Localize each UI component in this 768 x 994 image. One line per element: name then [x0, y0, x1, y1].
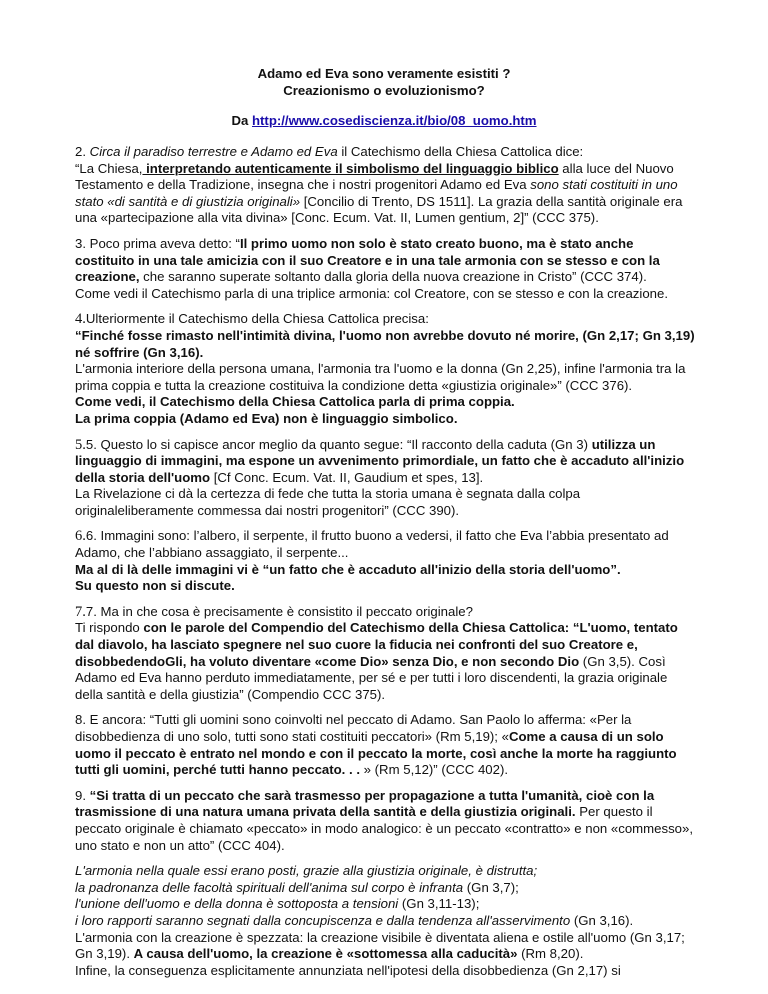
source-link[interactable]: http://www.cosediscienza.it/bio/08_uomo.htm — [251, 113, 537, 128]
document-title — [0, 66, 768, 99]
paragraph-4: 4.Ulteriormente il Catechismo della Chiesa Cattolica precisa: “Finché fosse rimasto nell'intimità divina, l'uomo non avrebbe dovuto né morire, (Gn 2,17; Gn 3,19) né soffrire (Gn 3,16). L'armonia interiore della persona umana, l'armonia tra l'uomo e la donna (Gn 2,25), infine l'armonia tra la prima coppia e tutta la creazione costituiva la condizione detta «giustizia originale»” (CCC 376). Come vedi, il Catechismo della Chiesa Cattolica parla di prima coppia. La prima coppia (Adamo ed Eva) non è linguaggio simbolico. — [75, 311, 695, 426]
document-body — [75, 144, 695, 988]
paragraph-7: 7.7. Ma in che cosa è precisamente è consistito il peccato originale? Ti rispondo con le parole del Compendio del Catechismo della Chiesa Cattolica: “L'uomo, tentato dal diavolo, ha lasciato spegnere nel suo cuore la fiducia nei confronti del suo Creatore e, disobbedendoGli, ha voluto diventare «come Dio» senza Dio, e non secondo Dio (Gn 3,5). Così Adamo ed Eva hanno perduto immediatamente, per sé e per tutti i loro discendenti, la grazia originale della santità e della giustizia” (Compendio CCC 375). — [75, 603, 678, 702]
paragraph-2: 2. Circa il paradiso terrestre e Adamo ed Eva il Catechismo della Chiesa Cattolica dice: “La Chiesa, interpretando autenticamente il simbolismo del linguaggio biblico alla luce del Nuovo Testamento e della Tradizione, insegna che i nostri progenitori Adamo ed Eva sono stati costituiti in uno stato «di santità e di giustizia originali» [Concilio di Trento, DS 1511]. La grazia della santità originale era una «partecipazione alla vita divina» [Conc. Ecum. Vat. II, Lumen gentium, 2]” (CCC 375). — [75, 144, 683, 226]
title-line-1: Adamo ed Eva sono veramente esistiti ? — [257, 66, 511, 81]
source-line — [0, 113, 768, 130]
paragraph-10: L'armonia nella quale essi erano posti, grazie alla giustizia originale, è distrutta; la padronanza delle facoltà spirituali dell'anima sul corpo è infranta (Gn 3,7); l'unione dell'uomo e della donna è sottoposta a tensioni (Gn 3,11-13); i loro rapporti saranno segnati dalla concupiscenza e dalla tendenza all'asservimento (Gn 3,16). L'armonia con la creazione è spezzata: la creazione visibile è diventata aliena e ostile all'uomo (Gn 3,17; Gn 3,19). A causa dell'uomo, la creazione è «sottomessa alla caducità» (Rm 8,20). Infine, la conseguenza esplicitamente annunziata nell'ipotesi della disobbedienza (Gn 2,17) si — [75, 863, 685, 978]
paragraph-6: 6.6. Immagini sono: l’albero, il serpente, il frutto buono a vedersi, il fatto che Eva l’abbia presentato ad Adamo, che l’abbiano assaggiato, il serpente... Ma al di là delle immagini vi è “un fatto che è accaduto all'inizio della storia dell'uomo”. Su questo non si discute. — [75, 528, 669, 594]
paragraph-3: 3. Poco prima aveva detto: “Il primo uomo non solo è stato creato buono, ma è stato anche costituito in una tale amicizia con il suo Creatore e in una tale armonia con se stesso e con la creazione, che saranno superate soltanto dalla gloria della nuova creazione in Cristo” (CCC 374). Come vedi il Catechismo parla di una triplice armonia: col Creatore, con se stesso e con la creazione. — [75, 235, 668, 301]
paragraph-8: 8. E ancora: “Tutti gli uomini sono coinvolti nel peccato di Adamo. San Paolo lo afferma: «Per la disobbedienza di uno solo, tutti sono stati costituiti peccatori» (Rm 5,19); «Come a causa di un solo uomo il peccato è entrato nel mondo e con il peccato la morte, così anche la morte ha raggiunto tutti gli uomini, perché tutti hanno peccato. . . » (Rm 5,12)” (CCC 402). — [75, 712, 677, 778]
paragraph-9: 9. “Si tratta di un peccato che sarà trasmesso per propagazione a tutta l'umanità, cioè con la trasmissione di una natura umana privata della santità e della giustizia originali. Per questo il peccato originale è chiamato «peccato» in modo analogico: è un peccato «contratto» e non «commesso», uno stato e non un atto” (CCC 404). — [75, 787, 694, 853]
paragraph-5: 5.5. Questo lo si capisce ancor meglio da quanto segue: “Il racconto della caduta (Gn 3) utilizza un linguaggio di immagini, ma espone un avvenimento primordiale, un fatto che è accaduto all'inizio della storia dell'uomo [Cf Conc. Ecum. Vat. II, Gaudium et spes, 13]. La Rivelazione ci dà la certezza di fede che tutta la storia umana è segnata dalla colpa originaleliberamente commessa dai nostri progenitori” (CCC 390). — [75, 436, 685, 518]
source-prefix: Da — [231, 113, 252, 128]
title-line-2: Creazionismo o evoluzionismo? — [283, 82, 485, 98]
